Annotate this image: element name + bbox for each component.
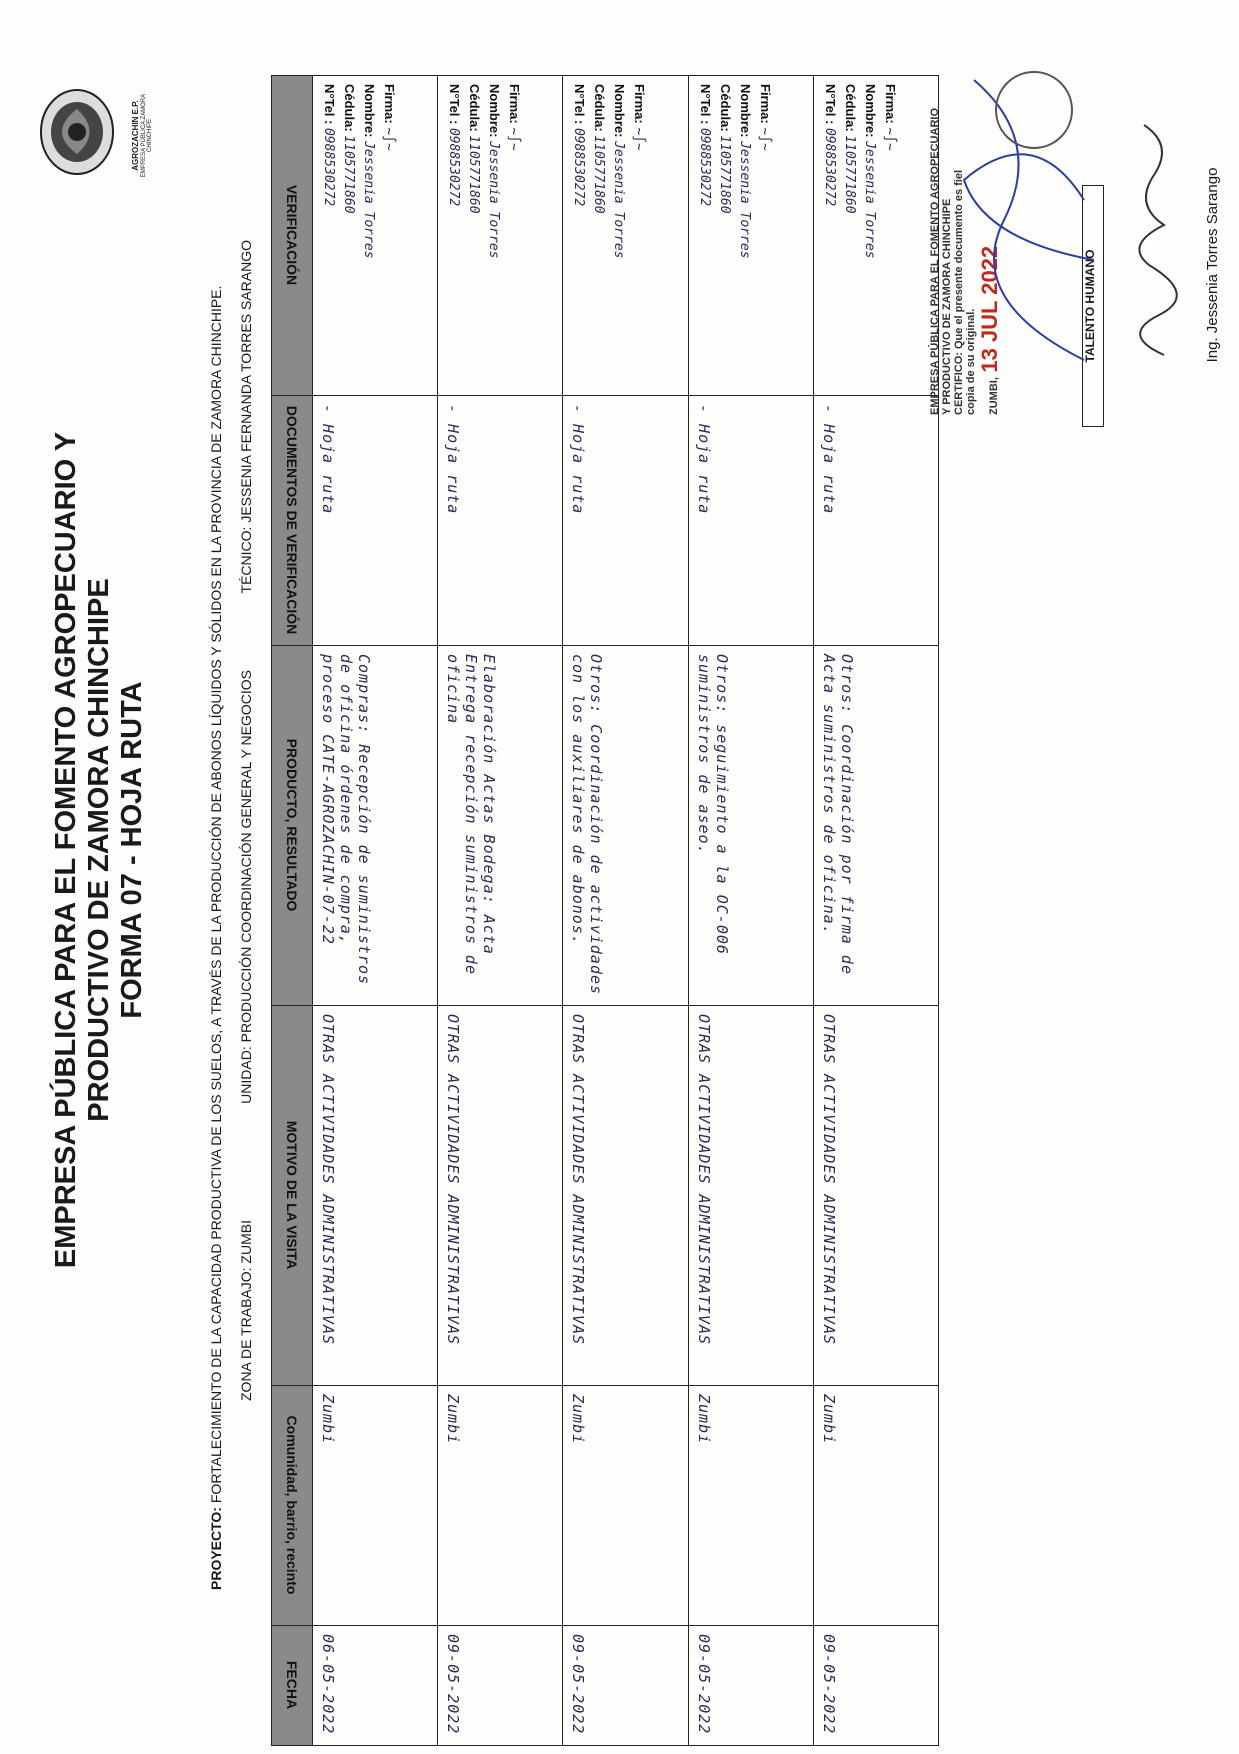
verif-nombre-label: Nombre: bbox=[737, 84, 753, 138]
verif-tel-value: 0988530272 bbox=[821, 127, 837, 207]
unidad-line: UNIDAD: PRODUCCIÓN COORDINACIÓN GENERAL Y NEGOCIOS bbox=[238, 670, 254, 1104]
stamp-zumbi: ZUMBI, bbox=[988, 377, 1000, 415]
cell-motivo-text: OTRAS ACTIVIDADES ADMINISTRATIVAS bbox=[319, 1014, 337, 1346]
logo-caption bbox=[132, 88, 154, 183]
cell-verificacion bbox=[563, 76, 688, 396]
cell-fecha-text: 06-05-2022 bbox=[319, 1634, 337, 1735]
title-line-2: PRODUCTIVO DE ZAMORA CHINCHIPE bbox=[83, 578, 115, 1122]
verif-firma-label: Firma: bbox=[882, 84, 898, 124]
cell-producto bbox=[813, 646, 938, 1006]
table-header-row bbox=[272, 76, 313, 1746]
cell-comunidad-text: Zumbi bbox=[694, 1394, 713, 1445]
cell-fecha bbox=[813, 1626, 938, 1746]
verif-cedula-value: 1105771860 bbox=[716, 135, 732, 214]
verif-nombre-value: Jessenia Torres bbox=[486, 141, 502, 259]
verif-cedula-value: 1105771860 bbox=[466, 135, 482, 214]
cell-motivo-text: OTRAS ACTIVIDADES ADMINISTRATIVAS bbox=[444, 1014, 463, 1346]
verif-nombre-label: Nombre: bbox=[612, 84, 628, 138]
cell-motivo-text: OTRAS ACTIVIDADES ADMINISTRATIVAS bbox=[819, 1014, 838, 1346]
verif-tel-value: 0988530272 bbox=[446, 127, 462, 207]
verif-nombre-value: Jessenia Torres bbox=[736, 141, 752, 259]
verif-tel-value: 0988530272 bbox=[321, 127, 336, 207]
verif-tel-line bbox=[569, 84, 589, 387]
document-title bbox=[50, 400, 149, 1300]
stamp-certifico: CERTIFICO: Que el presente documento es fiel bbox=[953, 169, 965, 415]
cell-producto-text: Otros: Coordinación por firma de Acta suministros de oficina. bbox=[819, 654, 856, 975]
verif-nombre-line bbox=[860, 84, 880, 387]
table-row bbox=[563, 76, 688, 1746]
cell-comunidad bbox=[438, 1386, 563, 1626]
cell-fecha bbox=[688, 1626, 813, 1746]
cell-producto-text: Compras: Recepción de suministros de oficina órdenes de compra, proceso CATE-AGROZACHIN-07-22 bbox=[319, 654, 373, 986]
footer-signature bbox=[1114, 115, 1184, 375]
cell-comunidad bbox=[813, 1386, 938, 1626]
verif-tel-line bbox=[319, 84, 339, 387]
verif-nombre-line bbox=[359, 84, 379, 387]
verif-firma-line bbox=[504, 84, 524, 387]
verificacion-block bbox=[695, 84, 775, 387]
verif-signature-mark: ~∫~ bbox=[756, 127, 772, 151]
table-row bbox=[313, 76, 438, 1746]
verif-nombre-value: Jessenia Torres bbox=[861, 141, 877, 259]
cell-documentos-text: - Hoja ruta bbox=[819, 404, 838, 515]
header-fecha: FECHA bbox=[272, 1626, 313, 1746]
verif-cedula-label: Cédula: bbox=[717, 84, 733, 132]
stamp-copia: copia de su original. bbox=[965, 308, 977, 415]
blue-signature-scribble bbox=[944, 60, 1104, 380]
cell-documentos-text: - Hoja ruta bbox=[694, 404, 713, 515]
verif-nombre-line bbox=[609, 84, 629, 387]
verif-tel-label: N°Tel : bbox=[697, 84, 713, 125]
verif-cedula-line bbox=[339, 84, 359, 387]
verif-tel-label: N°Tel : bbox=[572, 84, 588, 125]
header-producto: PRODUCTO, RESULTADO bbox=[272, 646, 313, 1006]
agrozachin-logo bbox=[37, 85, 117, 180]
verif-firma-line bbox=[629, 84, 649, 387]
verif-firma-line bbox=[379, 84, 399, 387]
verif-signature-mark: ~∫~ bbox=[881, 127, 897, 151]
verif-cedula-line bbox=[715, 84, 735, 387]
header-documentos: DOCUMENTOS DE VERIFICACIÓN bbox=[272, 396, 313, 646]
verif-firma-line bbox=[880, 84, 900, 387]
verif-tel-line bbox=[444, 84, 464, 387]
cell-comunidad bbox=[688, 1386, 813, 1626]
table-row bbox=[438, 76, 563, 1746]
cell-motivo bbox=[563, 1006, 688, 1386]
zona-line: ZONA DE TRABAJO: ZUMBI bbox=[238, 1220, 254, 1401]
cell-comunidad-text: Zumbi bbox=[444, 1394, 463, 1445]
verif-signature-mark: ~∫~ bbox=[381, 127, 396, 151]
verificacion-block bbox=[319, 84, 399, 387]
cell-fecha bbox=[313, 1626, 438, 1746]
verif-firma-label: Firma: bbox=[632, 84, 648, 124]
verif-cedula-line bbox=[589, 84, 609, 387]
verif-cedula-label: Cédula: bbox=[342, 84, 357, 132]
logo-sub: EMPRESA PÚBLICA ZAMORA CHINCHIPE bbox=[140, 93, 154, 178]
verif-firma-label: Firma: bbox=[382, 84, 397, 124]
cell-producto-text: Otros: seguimiento a la OC-006 suministros de aseo. bbox=[694, 654, 731, 955]
verif-cedula-line bbox=[464, 84, 484, 387]
cell-documentos-text: - Hoja ruta bbox=[569, 404, 588, 515]
header-verificacion: VERIFICACIÓN bbox=[272, 76, 313, 396]
logo-name: AGROZACHIN E.P. bbox=[131, 100, 141, 171]
header-comunidad: Comunidad, barrio, recinto bbox=[272, 1386, 313, 1626]
cell-comunidad bbox=[313, 1386, 438, 1626]
table-row bbox=[688, 76, 813, 1746]
verif-signature-mark: ~∫~ bbox=[631, 127, 647, 151]
proyecto-text: FORTALECIMIENTO DE LA CAPACIDAD PRODUCTIVA DE LOS SUELOS, A TRAVÉS DE LA PRODUCCIÓN DE ABONOS LÍQUIDOS Y SÓLIDOS EN LA PROVINCIA DE ZAMORA CHINCHIPE. bbox=[208, 285, 224, 1504]
verif-firma-line bbox=[755, 84, 775, 387]
cell-motivo bbox=[688, 1006, 813, 1386]
cell-verificacion bbox=[438, 76, 563, 396]
verificacion-block bbox=[569, 84, 649, 387]
verif-cedula-value: 1105771860 bbox=[841, 135, 857, 214]
cell-producto bbox=[313, 646, 438, 1006]
verif-nombre-label: Nombre: bbox=[862, 84, 878, 138]
proyecto-line bbox=[208, 240, 224, 1590]
cell-documentos bbox=[688, 396, 813, 646]
talento-humano-stamp: TALENTO HUMANO bbox=[1082, 185, 1104, 427]
cell-producto bbox=[563, 646, 688, 1006]
title-line-3: FORMA 07 - HOJA RUTA bbox=[116, 681, 148, 1019]
footer-signer-name: Ing. Jessenia Torres Sarango bbox=[1204, 167, 1221, 363]
cell-motivo-text: OTRAS ACTIVIDADES ADMINISTRATIVAS bbox=[569, 1014, 588, 1346]
verif-firma-label: Firma: bbox=[757, 84, 773, 124]
title-line-1: EMPRESA PÚBLICA PARA EL FOMENTO AGROPECUARIO Y bbox=[50, 431, 82, 1269]
cell-documentos bbox=[313, 396, 438, 646]
cell-fecha-text: 09-05-2022 bbox=[819, 1634, 838, 1735]
table-row bbox=[813, 76, 938, 1746]
hoja-ruta-table bbox=[271, 75, 939, 1746]
stamp-company-1: EMPRESA PÚBLICA PARA EL FOMENTO AGROPECUARIO bbox=[929, 107, 941, 415]
verif-cedula-value: 1105771860 bbox=[591, 135, 607, 214]
verif-tel-label: N°Tel : bbox=[322, 84, 337, 125]
cell-documentos-text: - Hoja ruta bbox=[319, 404, 337, 515]
cell-producto-text: Otros: Coordinación de actividades con los auxiliares de abonos. bbox=[569, 654, 606, 996]
cell-fecha bbox=[563, 1626, 688, 1746]
cell-comunidad-text: Zumbi bbox=[319, 1394, 337, 1445]
cell-fecha-text: 09-05-2022 bbox=[694, 1634, 713, 1735]
verif-nombre-value: Jessenia Torres bbox=[611, 141, 627, 259]
verif-nombre-line bbox=[484, 84, 504, 387]
verif-tel-line bbox=[695, 84, 715, 387]
verif-tel-label: N°Tel : bbox=[822, 84, 838, 125]
tecnico-line: TÉCNICO: JESSENIA FERNANDA TORRES SARANGO bbox=[238, 240, 254, 594]
header-motivo: MOTIVO DE LA VISITA bbox=[272, 1006, 313, 1386]
cell-documentos bbox=[563, 396, 688, 646]
cell-motivo bbox=[813, 1006, 938, 1386]
verificacion-block bbox=[444, 84, 524, 387]
cell-motivo bbox=[438, 1006, 563, 1386]
verif-signature-mark: ~∫~ bbox=[506, 127, 522, 151]
cell-documentos bbox=[438, 396, 563, 646]
verif-nombre-label: Nombre: bbox=[362, 84, 377, 138]
stamp-date: 13 JUL 2022 bbox=[977, 245, 1002, 373]
cell-motivo bbox=[313, 1006, 438, 1386]
cell-fecha bbox=[438, 1626, 563, 1746]
stamp-company-2: Y PRODUCTIVO DE ZAMORA CHINCHIPE bbox=[941, 198, 953, 415]
verif-firma-label: Firma: bbox=[507, 84, 523, 124]
verif-nombre-line bbox=[735, 84, 755, 387]
cell-motivo-text: OTRAS ACTIVIDADES ADMINISTRATIVAS bbox=[694, 1014, 713, 1346]
verificacion-block bbox=[820, 84, 900, 387]
verif-nombre-label: Nombre: bbox=[487, 84, 503, 138]
verif-tel-line bbox=[820, 84, 840, 387]
cell-verificacion bbox=[813, 76, 938, 396]
verif-nombre-value: Jessenia Torres bbox=[361, 141, 376, 259]
verif-cedula-label: Cédula: bbox=[842, 84, 858, 132]
cell-fecha-text: 09-05-2022 bbox=[569, 1634, 588, 1735]
verif-cedula-label: Cédula: bbox=[592, 84, 608, 132]
cell-comunidad bbox=[563, 1386, 688, 1626]
cell-producto-text: Elaboración Actas Bodega: Acta Entrega recepción suministros de oficina bbox=[444, 654, 499, 975]
cell-documentos-text: - Hoja ruta bbox=[444, 404, 463, 515]
cell-fecha-text: 09-05-2022 bbox=[444, 1634, 463, 1735]
cell-producto bbox=[688, 646, 813, 1006]
cell-producto bbox=[438, 646, 563, 1006]
proyecto-label: PROYECTO: bbox=[208, 1507, 224, 1590]
cell-comunidad-text: Zumbi bbox=[569, 1394, 588, 1445]
cell-comunidad-text: Zumbi bbox=[819, 1394, 838, 1445]
verif-cedula-line bbox=[840, 84, 860, 387]
verif-tel-value: 0988530272 bbox=[571, 127, 587, 207]
cell-verificacion bbox=[313, 76, 438, 396]
cell-documentos bbox=[813, 396, 938, 646]
verif-cedula-value: 1105771860 bbox=[341, 135, 356, 214]
verif-tel-label: N°Tel : bbox=[447, 84, 463, 125]
verif-cedula-label: Cédula: bbox=[467, 84, 483, 132]
cell-verificacion bbox=[688, 76, 813, 396]
verif-tel-value: 0988530272 bbox=[696, 127, 712, 207]
